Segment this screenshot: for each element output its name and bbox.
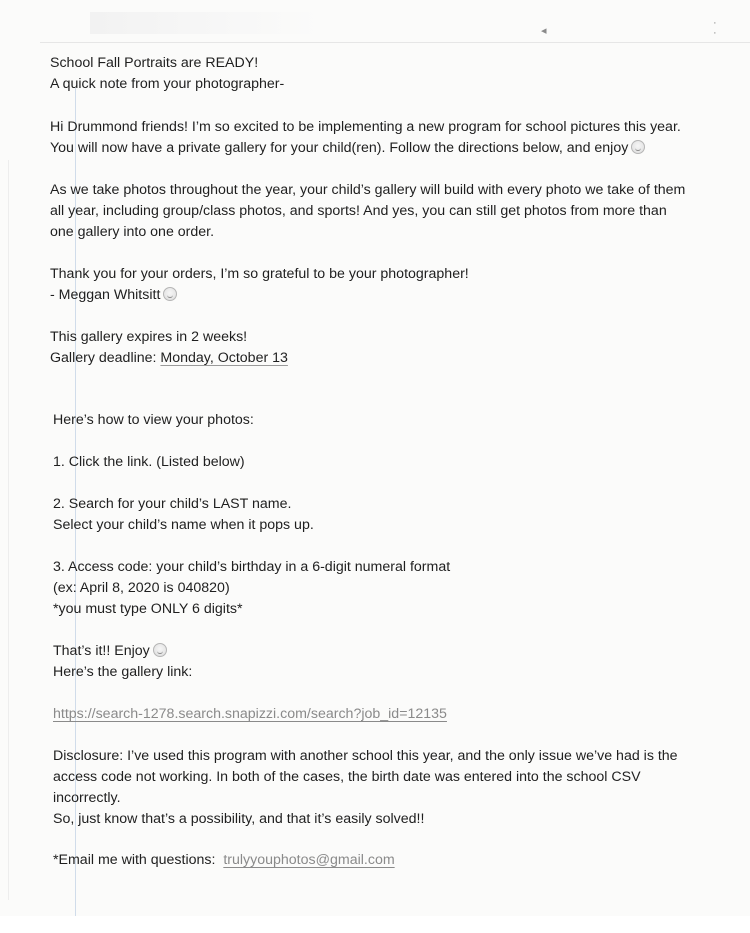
scan-speck: ◂ xyxy=(541,25,547,37)
thanks-line: Thank you for your orders, I’m so grateful to be your photographer! xyxy=(50,266,469,282)
step-1: 1. Click the link. (Listed below) xyxy=(53,454,245,470)
step-2: 2. Search for your child’s LAST name. xyxy=(53,496,292,512)
deadline-label: Gallery deadline: xyxy=(50,350,161,366)
signature xyxy=(50,285,177,305)
step-3: 3. Access code: your child’s birthday in a 6-digit numeral format xyxy=(53,559,451,575)
email-subtitle: A quick note from your photographer- xyxy=(50,76,285,92)
email-title: School Fall Portraits are READY! xyxy=(50,55,259,71)
deadline-line xyxy=(50,348,288,368)
intro-line-text: You will now have a private gallery for your child(ren). Follow the directions below, and enjoy xyxy=(50,140,629,156)
gallery-info-line: one gallery into one order. xyxy=(50,224,215,240)
scan-bottom-margin xyxy=(0,916,750,933)
scan-edge-shadow xyxy=(8,160,9,900)
disclosure-line: incorrectly. xyxy=(53,790,121,806)
disclosure-line: access code not working. In both of the cases, the birth date was entered into the school CSV xyxy=(53,769,641,785)
deadline-date: Monday, October 13 xyxy=(160,350,288,366)
contact-label: *Email me with questions: xyxy=(53,852,216,868)
enjoy-text: That’s it!! Enjoy xyxy=(53,643,150,659)
expiry-line: This gallery expires in 2 weeks! xyxy=(50,329,248,345)
scan-speck: · xyxy=(713,17,717,29)
header-divider xyxy=(40,42,750,43)
intro-line: Hi Drummond friends! I’m so excited to be implementing a new program for school pictures this year. xyxy=(50,119,681,135)
signature-text: - Meggan Whitsitt xyxy=(50,287,161,303)
scan-speck: · xyxy=(713,27,717,39)
smiley-face-icon xyxy=(631,140,645,154)
enjoy-line xyxy=(53,641,167,661)
step-3-note: *you must type ONLY 6 digits* xyxy=(53,601,243,617)
howto-heading: Here’s how to view your photos: xyxy=(53,412,254,428)
gallery-link xyxy=(53,704,447,724)
gallery-url-link[interactable]: https://search-1278.search.snapizzi.com/search?job_id=12135 xyxy=(53,706,447,722)
step-3-example: (ex: April 8, 2020 is 040820) xyxy=(53,580,230,596)
intro-line xyxy=(50,138,645,158)
contact-line xyxy=(53,850,395,870)
redacted-header-band xyxy=(90,12,320,34)
step-2-detail: Select your child’s name when it pops up. xyxy=(53,517,314,533)
gallery-info-line: all year, including group/class photos, and sports! And yes, you can still get photos from more than xyxy=(50,203,667,219)
smiley-face-icon xyxy=(153,643,167,657)
smiley-face-icon xyxy=(163,287,177,301)
gallery-info-line: As we take photos throughout the year, your child’s gallery will build with every photo we take of them xyxy=(50,182,686,198)
disclosure-line: So, just know that’s a possibility, and that it’s easily solved!! xyxy=(53,811,425,827)
contact-email-link[interactable]: trulyyouphotos@gmail.com xyxy=(223,852,395,868)
disclosure-line: Disclosure: I’ve used this program with another school this year, and the only issue we’ve had is the xyxy=(53,748,678,764)
gallery-link-label: Here’s the gallery link: xyxy=(53,664,193,680)
